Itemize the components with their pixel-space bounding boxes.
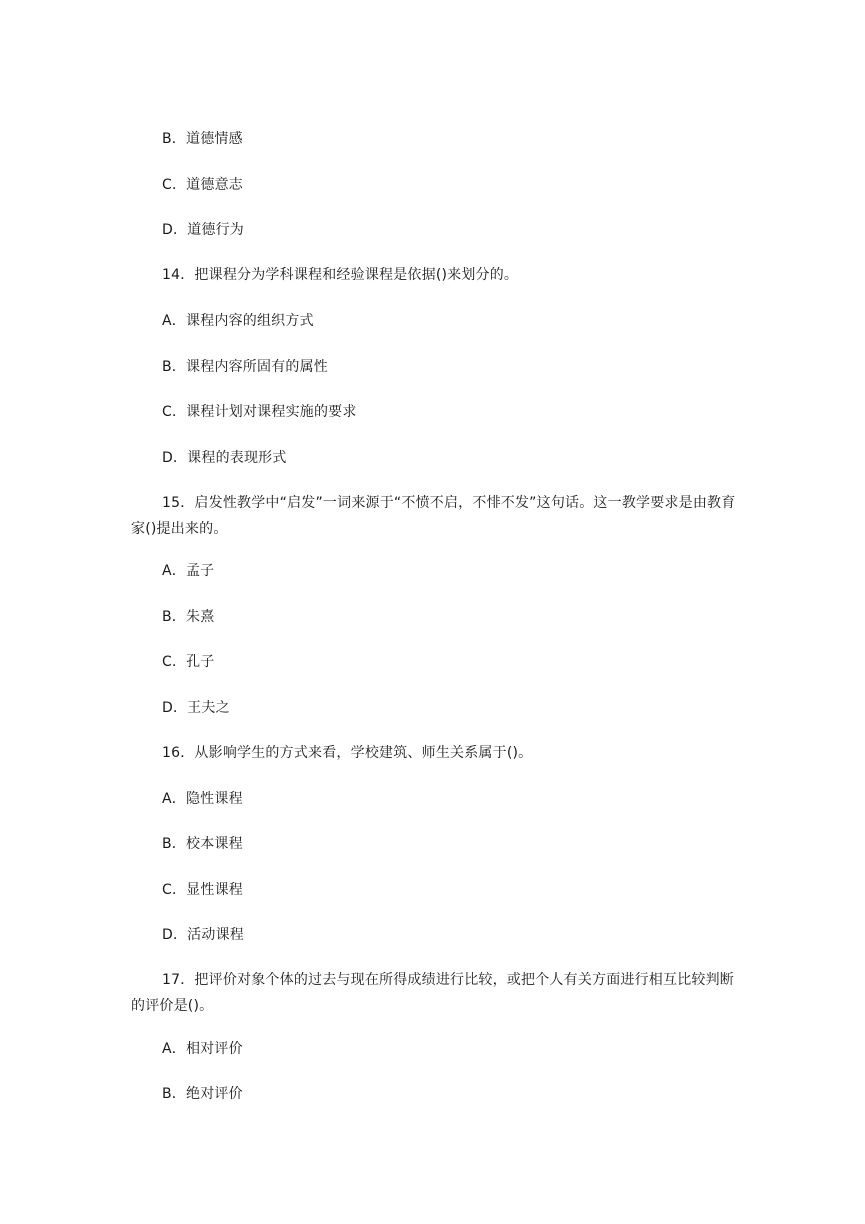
option-15-d: D．王夫之 (162, 700, 230, 716)
option-13-c: C．道德意志 (162, 177, 243, 193)
option-14-c: C．课程计划对课程实施的要求 (162, 404, 357, 420)
option-14-d: D．课程的表现形式 (162, 450, 287, 466)
question-17: 17．把评价对象个体的过去与现在所得成绩进行比较，或把个人有关方面进行相互比较判断的评价是()。 (131, 972, 735, 1014)
option-16-a: A．隐性课程 (162, 791, 243, 807)
option-17-b: B．绝对评价 (162, 1086, 243, 1102)
option-14-a: A．课程内容的组织方式 (162, 313, 314, 329)
option-15-a: A．孟子 (162, 563, 215, 579)
option-14-b: B．课程内容所固有的属性 (162, 359, 329, 375)
question-16: 16．从影响学生的方式来看，学校建筑、师生关系属于()。 (162, 745, 533, 761)
option-16-c: C．显性课程 (162, 882, 243, 898)
option-17-a: A．相对评价 (162, 1041, 243, 1057)
option-15-c: C．孔子 (162, 654, 215, 670)
option-16-b: B．校本课程 (162, 836, 243, 852)
option-16-d: D．活动课程 (162, 927, 244, 943)
question-15: 15．启发性教学中“启发”一词来源于“不愤不启，不悱不发”这句话。这一教学要求是由教育家()提出来的。 (131, 495, 736, 537)
option-13-d: D．道德行为 (162, 222, 244, 238)
option-15-b: B．朱熹 (162, 609, 215, 625)
option-13-b: B．道德情感 (162, 131, 243, 147)
question-14: 14．把课程分为学科课程和经验课程是依据()来划分的。 (162, 267, 519, 283)
